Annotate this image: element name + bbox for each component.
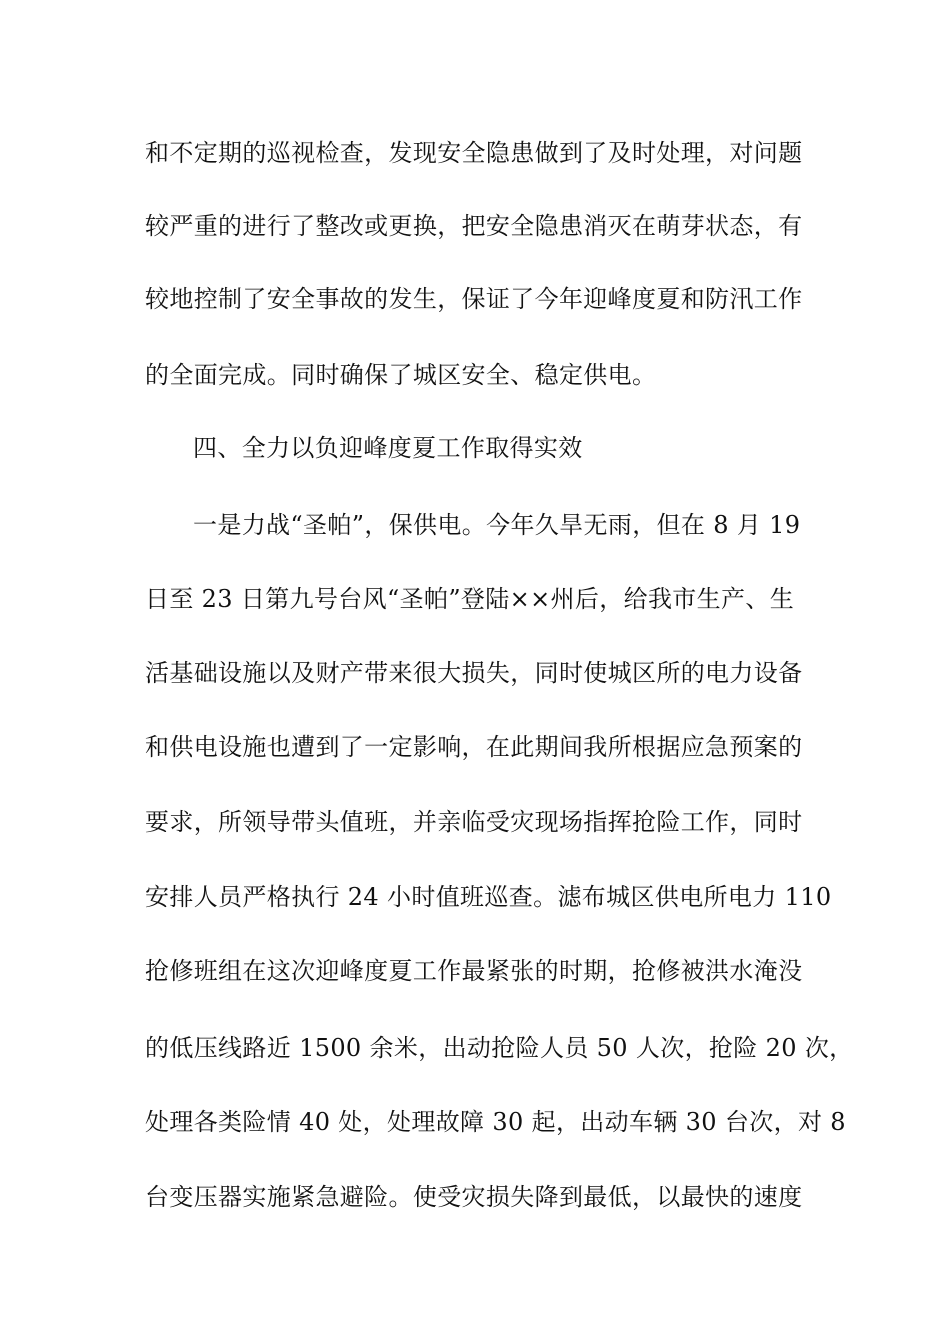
- paragraph-line-10: 要求，所领导带头值班，并亲临受灾现场指挥抢险工作，同时: [145, 808, 803, 836]
- paragraph-line-14: 处理各类险情 40 处，处理故障 30 起，出动车辆 30 台次，对 8: [145, 1108, 846, 1136]
- paragraph-line-12: 抢修班组在这次迎峰度夏工作最紧张的时期，抢修被洪水淹没: [145, 957, 803, 985]
- paragraph-line-13: 的低压线路近 1500 余米，出动抢险人员 50 人次，抢险 20 次，: [145, 1034, 854, 1062]
- paragraph-line-2: 较严重的进行了整改或更换，把安全隐患消灭在萌芽状态，有: [145, 212, 803, 240]
- paragraph-line-1: 和不定期的巡视检查，发现安全隐患做到了及时处理，对问题: [145, 139, 803, 167]
- section-heading: 四、全力以负迎峰度夏工作取得实效: [193, 434, 583, 462]
- paragraph-line-6: 一是力战“圣帕”，保供电。今年久旱无雨，但在 8 月 19: [193, 511, 801, 539]
- paragraph-line-7: 日至 23 日第九号台风“圣帕”登陆××州后，给我市生产、生: [145, 585, 795, 613]
- paragraph-line-4: 的全面完成。同时确保了城区安全、稳定供电。: [145, 361, 657, 389]
- paragraph-line-11: 安排人员严格执行 24 小时值班巡查。滤布城区供电所电力 110: [145, 883, 832, 911]
- paragraph-line-9: 和供电设施也遭到了一定影响，在此期间我所根据应急预案的: [145, 733, 803, 761]
- paragraph-line-3: 较地控制了安全事故的发生，保证了今年迎峰度夏和防汛工作: [145, 285, 803, 313]
- paragraph-line-8: 活基础设施以及财产带来很大损失，同时使城区所的电力设备: [145, 659, 803, 687]
- paragraph-line-15: 台变压器实施紧急避险。使受灾损失降到最低，以最快的速度: [145, 1183, 803, 1211]
